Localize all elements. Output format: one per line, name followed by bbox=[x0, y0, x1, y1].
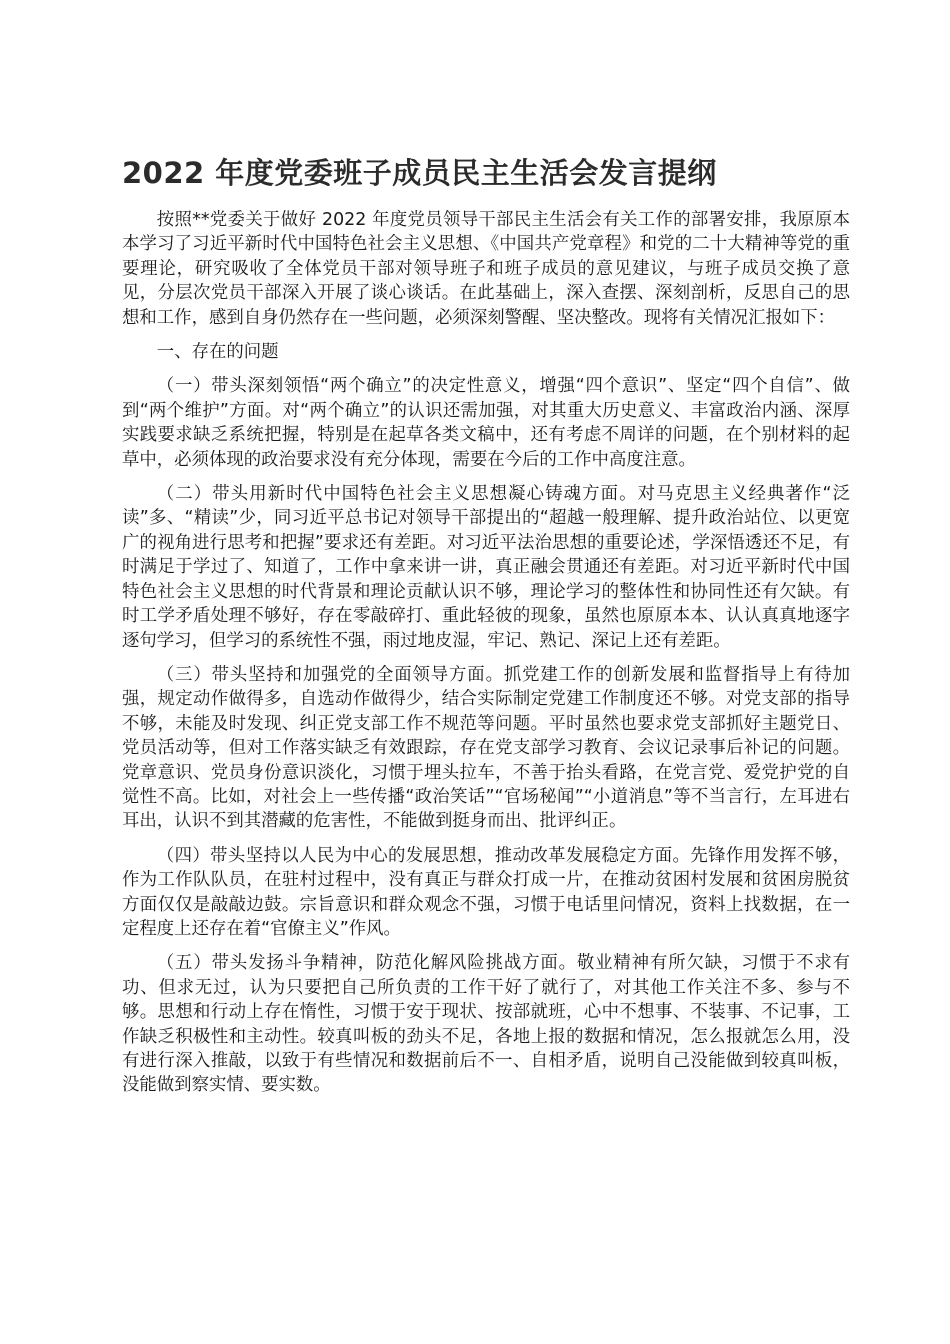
document-body bbox=[122, 208, 850, 1098]
problem-paragraph-1: （一）带头深刻领悟“两个确立”的决定性意义，增强“四个意识”、坚定“四个自信”、做到“两个维护”方面。对“两个确立”的认识还需加强，对其重大历史意义、丰富政治内涵、深厚实践要求缺乏系统把握，特别是在起草各类文稿中，还有考虑不周详的问题，在个别材料的起草中，必须体现的政治要求没有充分体现，需要在今后的工作中高度注意。 bbox=[122, 376, 850, 470]
problem-paragraph-2: （二）带头用新时代中国特色社会主义思想凝心铸魂方面。对马克思主义经典著作“泛读”多、“精读”少，同习近平总书记对领导干部提出的“超越一般理解、提升政治站位、以更宽广的视角进行思考和把握”要求还有差距。对习近平法治思想的重要论述，学深悟透还不足，有时满足于学过了、知道了，工作中拿来讲一讲，真正融会贯通还有差距。对习近平新时代中国特色社会主义思想的时代背景和理论贡献认识不够，理论学习的整体性和协同性还有欠缺。有时工学矛盾处理不够好，存在零敲碎打、重此轻彼的现象，虽然也原原本本、认认真真地逐字逐句学习，但学习的系统性不强，雨过地皮湿，牢记、熟记、深记上还有差距。 bbox=[122, 484, 850, 651]
problem-paragraph-4: （四）带头坚持以人民为中心的发展思想，推动改革发展稳定方面。先锋作用发挥不够，作为工作队队员，在驻村过程中，没有真正与群众打成一片，在推动贫困村发展和贫困房脱贫方面仅仅是敲敲边鼓。宗旨意识和群众观念不强，习惯于电话里问情况，资料上找数据，在一定程度上还存在着“官僚主义”作风。 bbox=[122, 845, 850, 939]
problem-paragraph-3: （三）带头坚持和加强党的全面领导方面。抓党建工作的创新发展和监督指导上有待加强，规定动作做得多，自选动作做得少，结合实际制定党建工作制度还不够。对党支部的指导不够，未能及时发现、纠正党支部工作不规范等问题。平时虽然也要求党支部抓好主题党日、党员活动等，但对工作落实缺乏有效跟踪，存在党支部学习教育、会议记录事后补记的问题。党章意识、党员身份意识淡化，习惯于埋头拉车，不善于抬头看路，在党言党、爱党护党的自觉性不高。比如，对社会上一些传播“政治笑话”“官场秘闻”“小道消息”等不当言行，左耳进右耳出，认识不到其潜藏的危害性，不能做到挺身而出、批评纠正。 bbox=[122, 664, 850, 832]
section-heading: 一、存在的问题 bbox=[156, 342, 279, 363]
problem-paragraph-5: （五）带头发扬斗争精神，防范化解风险挑战方面。敬业精神有所欠缺，习惯于不求有功、但求无过，认为只要把自己所负责的工作干好了就行了，对其他工作关注不多、参与不够。思想和行动上存在惰性，习惯于安于现状、按部就班，心中不想事、不装事、不记事，工作缺乏积极性和主动性。较真叫板的劲头不足，各地上报的数据和情况，怎么报就怎么用，没有进行深入推敲，以致于有些情况和数据前后不一、自相矛盾，说明自己没能做到较真叫板，没能做到察实情、要实数。 bbox=[122, 953, 850, 1096]
document-title: 2022 年度党委班子成员民主生活会发言提纲 bbox=[122, 156, 717, 190]
intro-paragraph: 按照**党委关于做好 2022 年度党员领导干部民主生活会有关工作的部署安排，我原原本本学习了习近平新时代中国特色社会主义思想、《中国共产党章程》和党的二十大精神等党的重要理论，研究吸收了全体党员干部对领导班子和班子成员的意见建议，与班子成员交换了意见，分层次党员干部深入开展了谈心谈话。在此基础上，深入查摆、深刻剖析，反思自己的思想和工作，感到自身仍然存在一些问题，必须深刻警醒、坚决整改。现将有关情况汇报如下： bbox=[122, 210, 850, 328]
